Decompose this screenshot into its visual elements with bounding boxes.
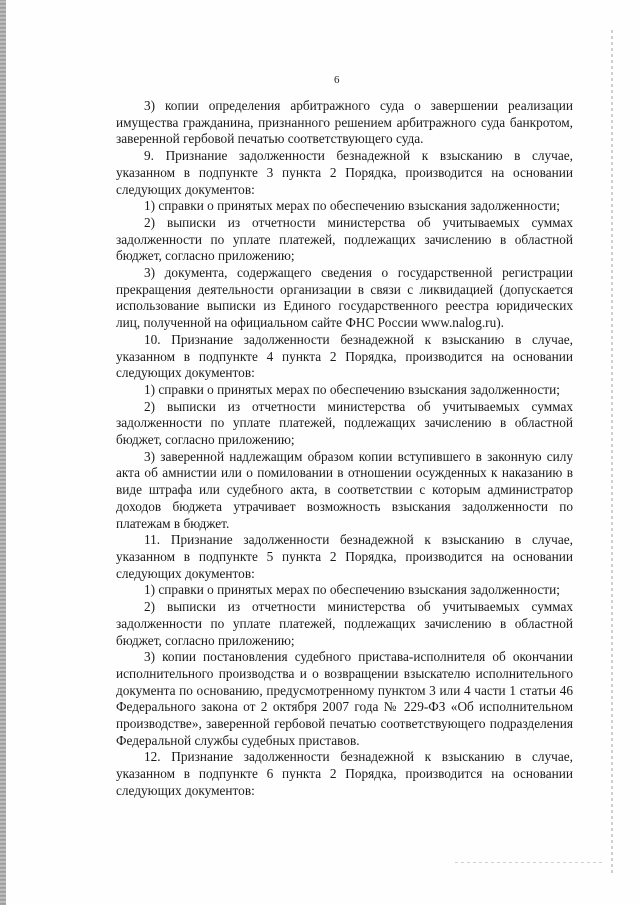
paragraph-9: 9. Признание задолженности безнадежной к взысканию в случае, указанном в подпункте 3 пункта 2 Порядка, производится на основании следующих документов: — [116, 148, 573, 197]
scan-left-edge — [0, 0, 6, 905]
paragraph-8-3: 3) копии определения арбитражного суда о завершении реализации имущества гражданина, признанного решением арбитражного суда банкротом, заверенной гербовой печатью соответствующего суда. — [116, 98, 573, 147]
paragraph-12: 12. Признание задолженности безнадежной к взысканию в случае, указанном в подпункте 6 пункта 2 Порядка, производится на основании следующих документов: — [116, 749, 573, 798]
scan-bottom-edge — [455, 862, 605, 863]
paragraph-11-3: 3) копии постановления судебного пристава-исполнителя об окончании исполнительного производства и о возвращении взыскателю исполнительного документа по основанию, предусмотренному пунктом 3 или 4 части 1 статьи 46 Федерального закона от 2 октября 2007 года № 229-ФЗ «Об исполнительном производстве», заверенной гербовой печатью соответствующего подразделения Федеральной службы судебных приставов. — [116, 649, 573, 748]
paragraph-9-3: 3) документа, содержащего сведения о государственной регистрации прекращения деятельности организации в связи с ликвидацией (допускается использование выписки из Единого государственного реестра юридических лиц, полученной на официальном сайте ФНС России www.nalog.ru). — [116, 265, 573, 331]
paragraph-9-1: 1) справки о принятых мерах по обеспечению взыскания задолженности; — [144, 198, 560, 214]
paragraph-10-3: 3) заверенной надлежащим образом копии вступившего в законную силу акта об амнистии или о помиловании в отношении осужденных к наказанию в виде штрафа или судебного акта, в соответствии с которым администратор доходов бюджета утрачивает возможность взыскания задолженности по платежам в бюджет. — [116, 448, 573, 531]
scan-right-edge — [611, 30, 613, 875]
document-body — [116, 98, 573, 800]
paragraph-11: 11. Признание задолженности безнадежной к взысканию в случае, указанном в подпункте 5 пункта 2 Порядка, производится на основании следующих документов: — [116, 532, 573, 581]
paragraph-10-1: 1) справки о принятых мерах по обеспечению взыскания задолженности; — [144, 381, 560, 397]
page-number: 6 — [334, 74, 340, 86]
paragraph-9-2: 2) выписки из отчетности министерства об учитываемых суммах задолженности по уплате платежей, подлежащих зачислению в областной бюджет, согласно приложению; — [116, 214, 573, 264]
paragraph-11-2: 2) выписки из отчетности министерства об учитываемых суммах задолженности по уплате платежей, подлежащих зачислению в областной бюджет, согласно приложению; — [116, 599, 573, 648]
paragraph-10: 10. Признание задолженности безнадежной к взысканию в случае, указанном в подпункте 4 пункта 2 Порядка, производится на основании следующих документов: — [116, 331, 573, 381]
paragraph-10-2: 2) выписки из отчетности министерства об учитываемых суммах задолженности по уплате платежей, подлежащих зачислению в областной бюджет, согласно приложению; — [116, 398, 573, 448]
paragraph-11-1: 1) справки о принятых мерах по обеспечению взыскания задолженности; — [144, 582, 560, 598]
